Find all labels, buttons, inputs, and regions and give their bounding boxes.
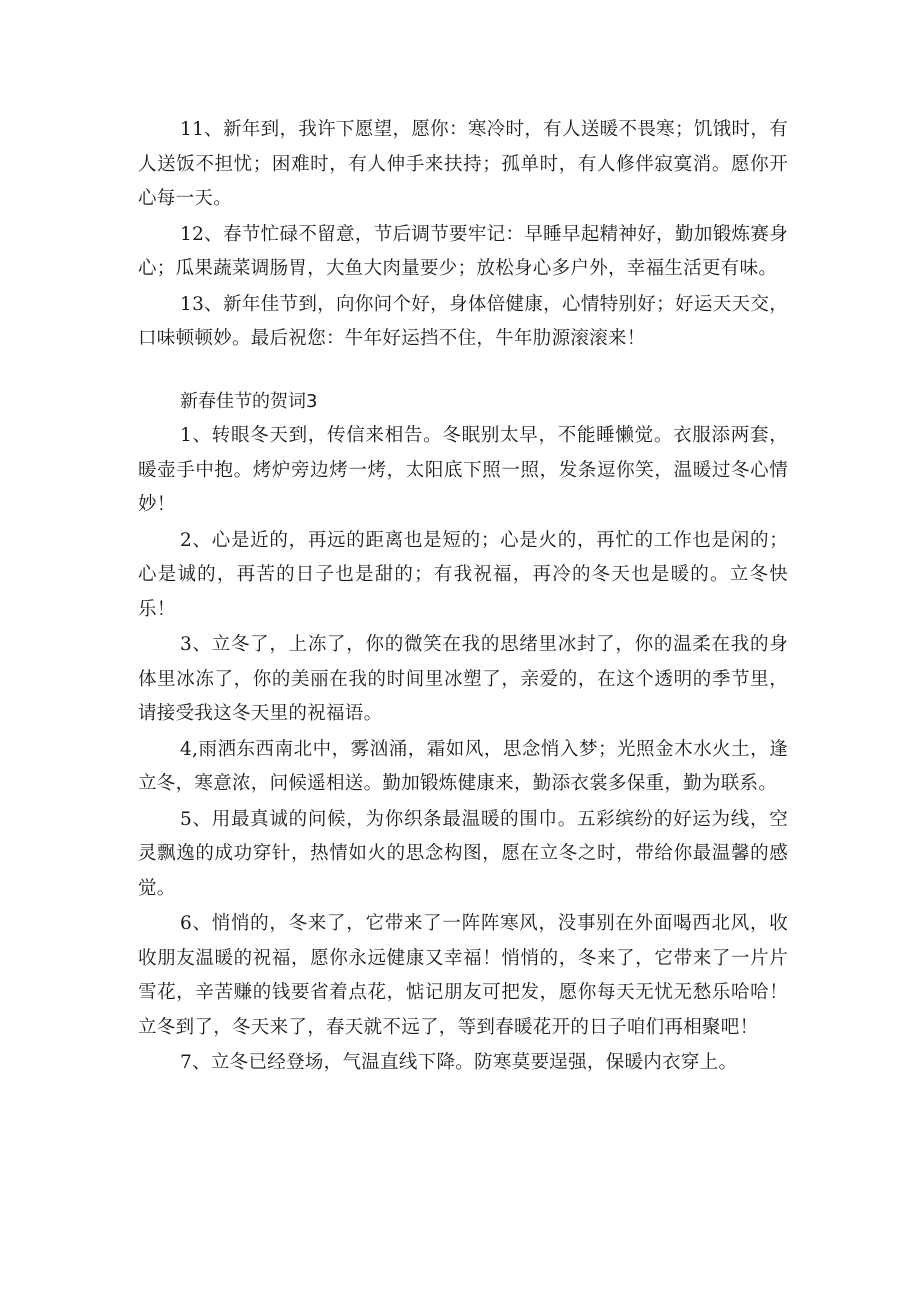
- paragraph-6: 6、悄悄的，冬来了，它带来了一阵阵寒风，没事别在外面喝西北风，收收朋友温暖的祝福，愿你永远健康又幸福！悄悄的，冬来了，它带来了一片片雪花，辛苦赚的钱要省着点花，惦记朋友可把发，愿你每天无忧无愁乐哈哈！立冬到了，冬天来了，春天就不远了，等到春暖花开的日子咱们再相聚吧！: [138, 913, 788, 1038]
- paragraph-1: 1、转眼冬天到，传信来相告。冬眠别太早，不能睡懒觉。衣服添两套，暖壶手中抱。烤炉旁边烤一烤，太阳底下照一照，发条逗你笑，温暖过冬心情妙！: [138, 425, 788, 515]
- paragraph-12: 12、春节忙碌不留意，节后调节要牢记：早睡早起精神好，勤加锻炼赛身心；瓜果蔬菜调肠胃，大鱼大肉量要少；放松身心多户外，幸福生活更有味。: [138, 223, 788, 279]
- paragraph-7: 7、立冬已经登场，气温直线下降。防寒莫要逞强，保暖内衣穿上。: [180, 1052, 738, 1073]
- paragraph-3: 3、立冬了，上冻了，你的微笑在我的思绪里冰封了，你的温柔在我的身体里冰冻了，你的美丽在我的时间里冰塑了，亲爱的，在这个透明的季节里，请接受我这冬天里的祝福语。: [138, 634, 788, 724]
- paragraph-4: 4,雨洒东西南北中，雾汹涌，霜如风，思念悄入梦；光照金木水火土，逢立冬，寒意浓，问候遥相送。勤加锻炼健康来，勤添衣裳多保重，勤为联系。: [138, 738, 788, 794]
- paragraph-5: 5、用最真诚的问候，为你织条最温暖的围巾。五彩缤纷的好运为线，空灵飘逸的成功穿针，热情如火的思念构图，愿在立冬之时，带给你最温馨的感觉。: [138, 808, 788, 899]
- section-title: 新春佳节的贺词3: [180, 390, 318, 412]
- document-body: [138, 113, 788, 1081]
- paragraph-11: 11、新年到，我许下愿望，愿你：寒冷时，有人送暖不畏寒；饥饿时，有人送饭不担忧；困难时，有人伸手来扶持；孤单时，有人修伴寂寞消。愿你开心每一天。: [138, 119, 788, 209]
- paragraph-13: 13、新年佳节到，向你问个好，身体倍健康，心情特别好；好运天天交，口味顿顿妙。最后祝您：牛年好运挡不住，牛年肋源滚滚来！: [138, 293, 788, 349]
- paragraph-2: 2、心是近的，再远的距离也是短的；心是火的，再忙的工作也是闲的；心是诚的，再苦的日子也是甜的；有我祝福，再冷的冬天也是暖的。立冬快乐！: [138, 529, 788, 620]
